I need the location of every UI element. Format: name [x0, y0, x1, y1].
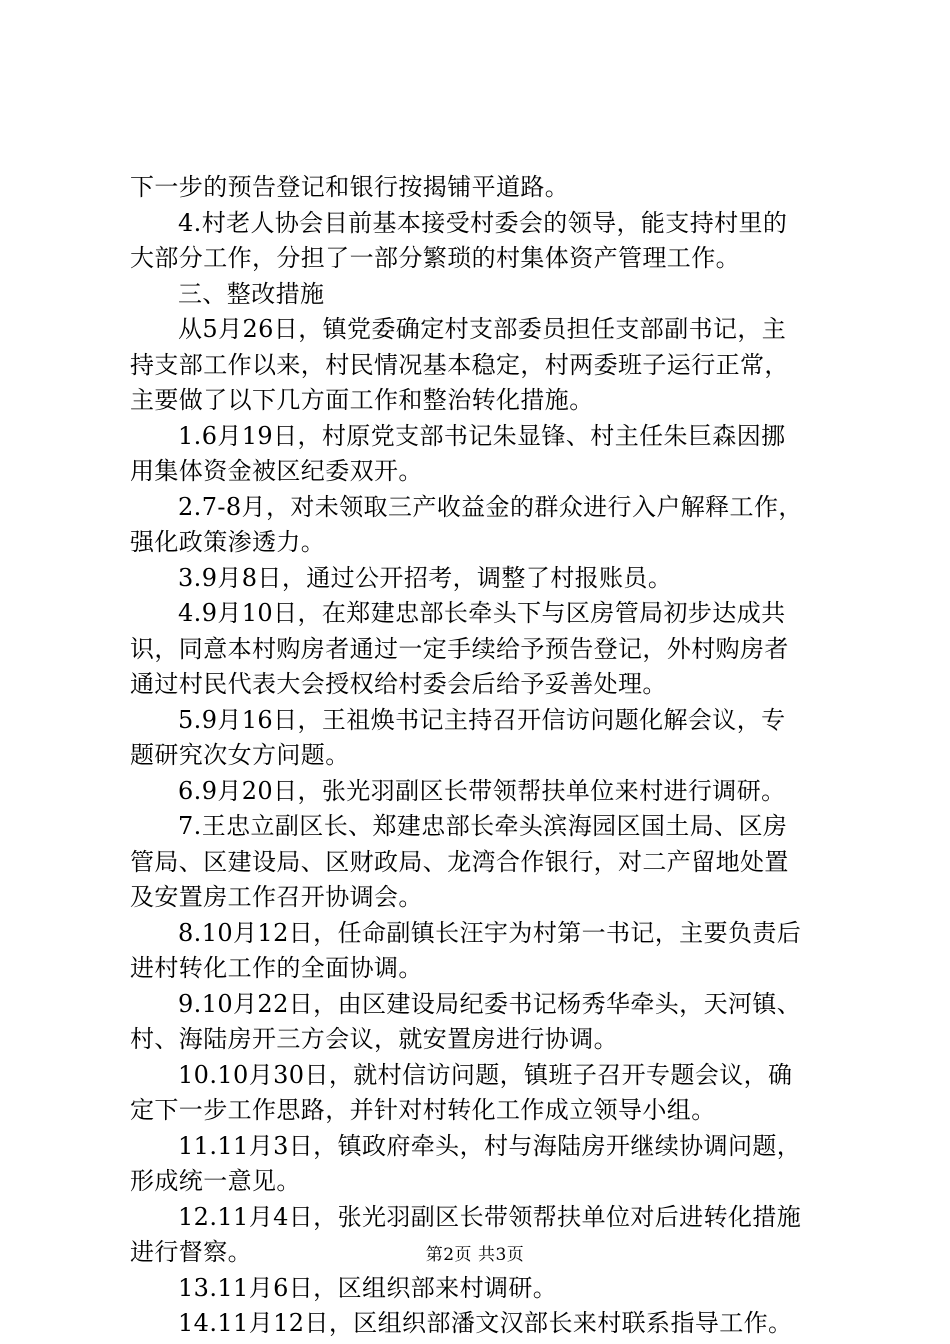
text-line: 主要做了以下几方面工作和整治转化措施。: [130, 386, 594, 414]
text-line: 2.7-8月，对未领取三产收益金的群众进行入户解释工作，: [178, 492, 803, 521]
text-line: 6.9月20日，张光羽副区长带领帮扶单位来村进行调研。: [178, 776, 786, 805]
text-line: 形成统一意见。: [130, 1167, 301, 1195]
text-line: 9.10月22日，由区建设局纪委书记杨秀华牵头，天河镇、: [178, 989, 802, 1018]
text-line: 从5月26日，镇党委确定村支部委员担任支部副书记，主: [178, 315, 787, 343]
text-line: 14.11月12日，区组织部潘文汉部长来村联系指导工作。: [178, 1309, 793, 1337]
page-footer: 第2页 共3页: [425, 1245, 525, 1265]
text-line: 11.11月3日，镇政府牵头，村与海陆房开继续协调问题，: [178, 1131, 802, 1160]
text-line: 3.9月8日，通过公开招考，调整了村报账员。: [178, 563, 673, 592]
text-line: 4.村老人协会目前基本接受村委会的领导，能支持村里的: [178, 208, 788, 237]
text-line: 管局、区建设局、区财政局、龙湾合作银行，对二产留地处置: [130, 847, 789, 876]
text-line: 村、海陆房开三方会议，就安置房进行协调。: [130, 1025, 618, 1053]
text-line: 通过村民代表大会授权给村委会后给予妥善处理。: [130, 670, 667, 698]
text-line: 12.11月4日，张光羽副区长带领帮扶单位对后进转化措施: [178, 1202, 802, 1231]
text-line: 用集体资金被区纪委双开。: [130, 457, 423, 485]
document-body: [130, 170, 830, 1342]
text-line: 三、整改措施: [178, 279, 325, 308]
text-line: 持支部工作以来，村民情况基本稳定，村两委班子运行正常，: [130, 350, 789, 379]
text-line: 下一步的预告登记和银行按揭铺平道路。: [130, 173, 570, 201]
text-line: 进行督察。: [130, 1238, 252, 1266]
text-line: 8.10月12日，任命副镇长汪宇为村第一书记，主要负责后: [178, 918, 802, 947]
text-line: 识，同意本村购房者通过一定手续给予预告登记，外村购房者: [130, 634, 789, 663]
text-line: 5.9月16日，王祖焕书记主持召开信访问题化解会议，专: [178, 705, 786, 734]
text-line: 13.11月6日，区组织部来村调研。: [178, 1273, 558, 1302]
text-line: 定下一步工作思路，并针对村转化工作成立领导小组。: [130, 1096, 716, 1124]
text-line: 题研究次女方问题。: [130, 741, 350, 769]
text-line: 7.王忠立副区长、郑建忠部长牵头滨海园区国土局、区房: [178, 812, 788, 840]
text-line: 及安置房工作召开协调会。: [130, 883, 423, 911]
text-line: 进村转化工作的全面协调。: [130, 954, 423, 982]
text-line: 10.10月30日，就村信访问题，镇班子召开专题会议，确: [178, 1060, 793, 1089]
text-line: 大部分工作，分担了一部分繁琐的村集体资产管理工作。: [130, 244, 740, 272]
text-line: 1.6月19日，村原党支部书记朱显锋、村主任朱巨森因挪: [178, 421, 786, 450]
text-line: 强化政策渗透力。: [130, 528, 326, 556]
text-line: 4.9月10日，在郑建忠部长牵头下与区房管局初步达成共: [178, 599, 786, 627]
